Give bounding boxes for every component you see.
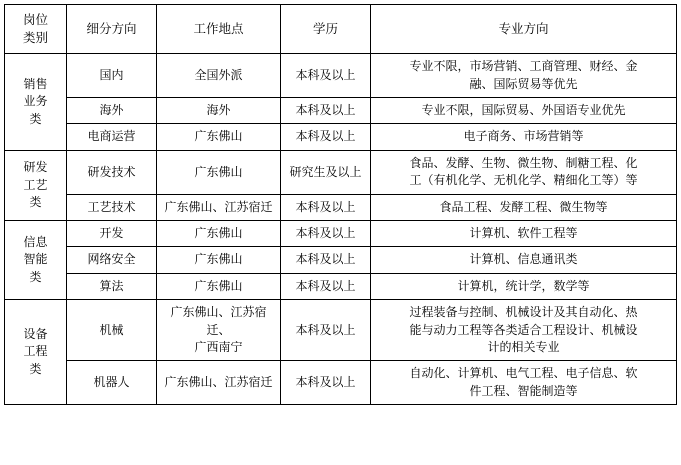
cell-education: 本科及以上	[281, 98, 371, 124]
table-row	[5, 247, 677, 273]
cell-major	[371, 150, 677, 194]
column-header-category	[5, 5, 67, 54]
cell-education: 本科及以上	[281, 220, 371, 246]
category-line: 销售	[23, 76, 48, 91]
cell-location: 广东佛山、江苏宿迁	[157, 361, 281, 405]
major-line: 计的相关专业	[487, 339, 560, 354]
column-header-major	[371, 5, 677, 54]
header-line: 学历	[312, 21, 338, 37]
cell-direction: 研发技术	[67, 150, 157, 194]
cell-category	[5, 150, 67, 220]
table-row	[5, 361, 677, 405]
major-line: 自动化、计算机、电气工程、电子信息、软	[409, 366, 638, 381]
major-line: 专业不限，国际贸易、外国语专业优先	[421, 103, 626, 118]
category-line: 类	[29, 361, 42, 376]
header-line: 类别	[22, 30, 48, 46]
cell-major	[371, 194, 677, 220]
cell-direction: 机械	[67, 300, 157, 361]
cell-major	[371, 300, 677, 361]
cell-location: 全国外派	[157, 54, 281, 98]
major-line: 件工程、智能制造等	[469, 383, 578, 398]
cell-education: 本科及以上	[281, 54, 371, 98]
cell-direction: 网络安全	[67, 247, 157, 273]
header-line: 岗位	[22, 12, 48, 27]
location-line: 广西南宁	[194, 339, 243, 354]
category-line: 信息	[23, 234, 48, 249]
table-row	[5, 220, 677, 246]
cell-location: 广东佛山	[157, 150, 281, 194]
table-row	[5, 300, 677, 361]
cell-direction: 工艺技术	[67, 194, 157, 220]
cell-education: 本科及以上	[281, 124, 371, 150]
location-line: 广东佛山、江苏宿迁、	[170, 305, 267, 337]
cell-direction: 电商运营	[67, 124, 157, 150]
cell-category	[5, 54, 67, 151]
cell-major	[371, 124, 677, 150]
major-line: 计算机、软件工程等	[469, 225, 578, 240]
table-row	[5, 54, 677, 98]
cell-education: 本科及以上	[281, 247, 371, 273]
category-line: 工艺	[23, 177, 48, 192]
category-line: 类	[29, 111, 42, 126]
major-line: 工（有机化学、无机化学、精细化工等）等	[409, 173, 638, 188]
table-row	[5, 194, 677, 220]
cell-education: 本科及以上	[281, 361, 371, 405]
table-header-row	[5, 5, 677, 54]
category-line: 研发	[23, 160, 48, 175]
cell-major	[371, 273, 677, 299]
cell-direction: 国内	[67, 54, 157, 98]
major-line: 食品、发酵、生物、微生物、制糖工程、化	[409, 155, 638, 170]
cell-education: 本科及以上	[281, 273, 371, 299]
table-body	[5, 54, 677, 405]
cell-location: 广东佛山	[157, 273, 281, 299]
cell-category	[5, 300, 67, 405]
cell-location	[157, 300, 281, 361]
cell-direction: 海外	[67, 98, 157, 124]
column-header-direction	[67, 5, 157, 54]
table-row	[5, 150, 677, 194]
cell-education: 本科及以上	[281, 300, 371, 361]
header-line: 工作地点	[193, 21, 244, 37]
major-line: 过程装备与控制、机械设计及其自动化、热	[409, 305, 638, 320]
category-line: 工程	[23, 344, 48, 359]
cell-location: 广东佛山	[157, 247, 281, 273]
cell-location: 广东佛山	[157, 220, 281, 246]
cell-location: 海外	[157, 98, 281, 124]
job-positions-table	[4, 4, 677, 405]
cell-direction: 机器人	[67, 361, 157, 405]
cell-direction: 开发	[67, 220, 157, 246]
table-row	[5, 273, 677, 299]
table-header	[5, 5, 677, 54]
major-line: 专业不限，市场营销、工商管理、财经、金	[409, 59, 638, 74]
major-line: 能与动力工程等各类适合工程设计、机械设	[409, 322, 638, 337]
cell-education: 本科及以上	[281, 194, 371, 220]
header-line: 专业方向	[498, 21, 549, 37]
category-line: 业务	[23, 94, 48, 109]
cell-education: 研究生及以上	[281, 150, 371, 194]
major-line: 融、国际贸易等优先	[469, 76, 578, 91]
major-line: 计算机，统计学，数学等	[457, 278, 590, 293]
cell-major	[371, 361, 677, 405]
major-line: 食品工程、发酵工程、微生物等	[439, 199, 608, 214]
category-line: 类	[29, 195, 42, 210]
major-line: 计算机、信息通讯类	[469, 252, 578, 267]
cell-major	[371, 247, 677, 273]
cell-category	[5, 220, 67, 299]
major-line: 电子商务、市场营销等	[463, 129, 584, 144]
cell-location: 广东佛山、江苏宿迁	[157, 194, 281, 220]
header-line: 细分方向	[86, 21, 137, 37]
cell-direction: 算法	[67, 273, 157, 299]
table-row	[5, 124, 677, 150]
table-row	[5, 98, 677, 124]
cell-major	[371, 54, 677, 98]
cell-major	[371, 220, 677, 246]
cell-location: 广东佛山	[157, 124, 281, 150]
cell-major	[371, 98, 677, 124]
column-header-location	[157, 5, 281, 54]
category-line: 设备	[23, 327, 48, 342]
column-header-education	[281, 5, 371, 54]
category-line: 智能	[23, 252, 48, 267]
category-line: 类	[29, 269, 42, 284]
